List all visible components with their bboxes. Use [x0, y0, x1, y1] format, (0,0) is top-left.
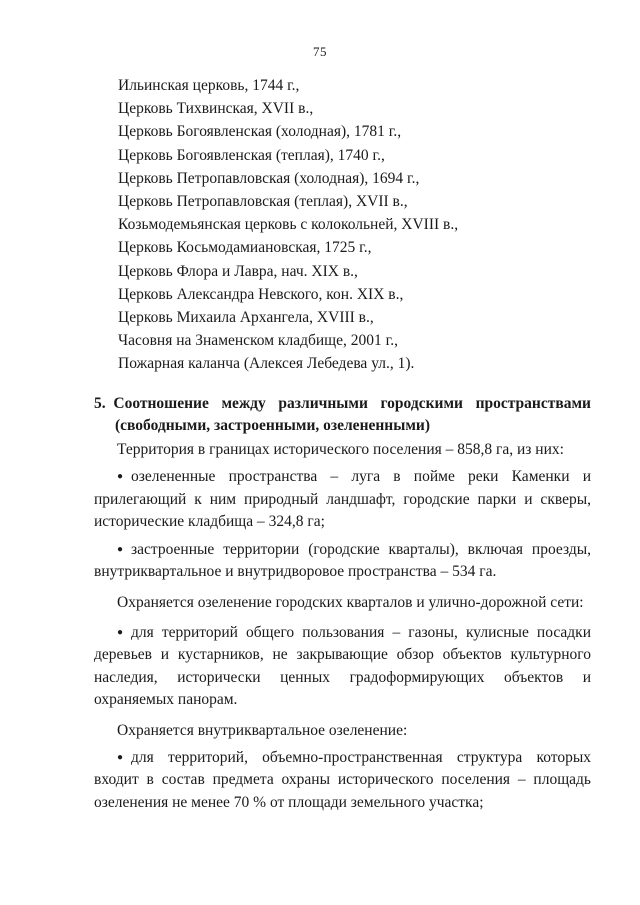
- monument-list: [118, 74, 458, 376]
- preserved-inner-greenery: Охраняется внутриквартальное озеленение:: [117, 721, 408, 739]
- bullet-text: озелененные пространства – луга в пойме реки Каменки и прилегающий к ним природный ландшафт, городские парки и скверы, исторические кладбища – 324,8 га;: [94, 468, 591, 530]
- section-5: [94, 393, 591, 814]
- list-item: Ильинская церковь, 1744 г.,: [118, 77, 300, 94]
- territory-intro: Территория в границах исторического поселения – 858,8 га, из них:: [117, 441, 564, 458]
- bullet-text: для территорий общего пользования – газоны, кулисные посадки деревьев и кустарников, не закрывающие обзор объектов культурного наследия, исторически ценных градоформирующих объектов и охраняемых панорам.: [94, 623, 591, 708]
- heading-word: пространствами: [475, 395, 591, 412]
- list-item: Церковь Богоявленская (теплая), 1740 г.,: [118, 146, 385, 164]
- bullet-item-green: [94, 466, 591, 534]
- list-item: Козьмодемьянская церковь с колокольней, XVIII в.,: [118, 216, 459, 234]
- section-heading-line-2: (свободными, застроенными, озелененными): [115, 417, 430, 434]
- section-number-and-first-word: [94, 393, 209, 415]
- heading-word: между: [221, 395, 266, 412]
- bullet-text: для территорий, объемно-пространственная структура которых входит в состав предмета охраны исторического поселения – площадь озеленения не менее 70 % от площади земельного участка;: [94, 748, 591, 811]
- list-item: Церковь Михаила Архангела, XVIII в.,: [118, 309, 374, 327]
- section-number: 5.: [94, 395, 106, 412]
- list-item: Церковь Косьмодамиановская, 1725 г.,: [118, 239, 372, 257]
- bullet-item-inner: [94, 747, 591, 815]
- heading-word: городскими: [380, 395, 463, 412]
- bullet-text: застроенные территории (городские кварталы), включая проезды, внутриквартальное и внутридворовое пространства – 534 га.: [94, 540, 591, 580]
- list-item: Церковь Тихвинская, XVII в.,: [118, 100, 314, 118]
- bullet-icon: ●: [117, 543, 124, 555]
- heading-word: Соотношение: [113, 395, 209, 412]
- bullet-icon: ●: [117, 471, 124, 482]
- section-heading: [94, 393, 591, 437]
- bullet-item-built: [94, 539, 591, 584]
- heading-word: различными: [278, 395, 368, 412]
- list-item: Пожарная каланча (Алексея Лебедева ул., 1).: [118, 355, 415, 373]
- bullet-icon: ●: [117, 626, 124, 638]
- list-item: Часовня на Знаменском кладбище, 2001 г.,: [118, 332, 398, 350]
- bullet-icon: ●: [117, 751, 124, 763]
- bullet-item-public: [94, 622, 591, 712]
- list-item: Церковь Флора и Лавра, нач. XIX в.,: [118, 262, 358, 280]
- preserved-street-greenery: Охраняется озеленение городских кварталов и улично-дорожной сети:: [117, 593, 584, 611]
- list-item: Церковь Петропавловская (холодная), 1694 г.,: [118, 169, 420, 187]
- section-heading-line-1: [94, 393, 591, 415]
- list-item: Церковь Петропавловская (теплая), XVII в.,: [118, 193, 408, 211]
- page-number: 75: [313, 44, 327, 59]
- list-item: Церковь Богоявленская (холодная), 1781 г.,: [118, 123, 402, 141]
- list-item: Церковь Александра Невского, кон. XIX в.,: [118, 285, 404, 303]
